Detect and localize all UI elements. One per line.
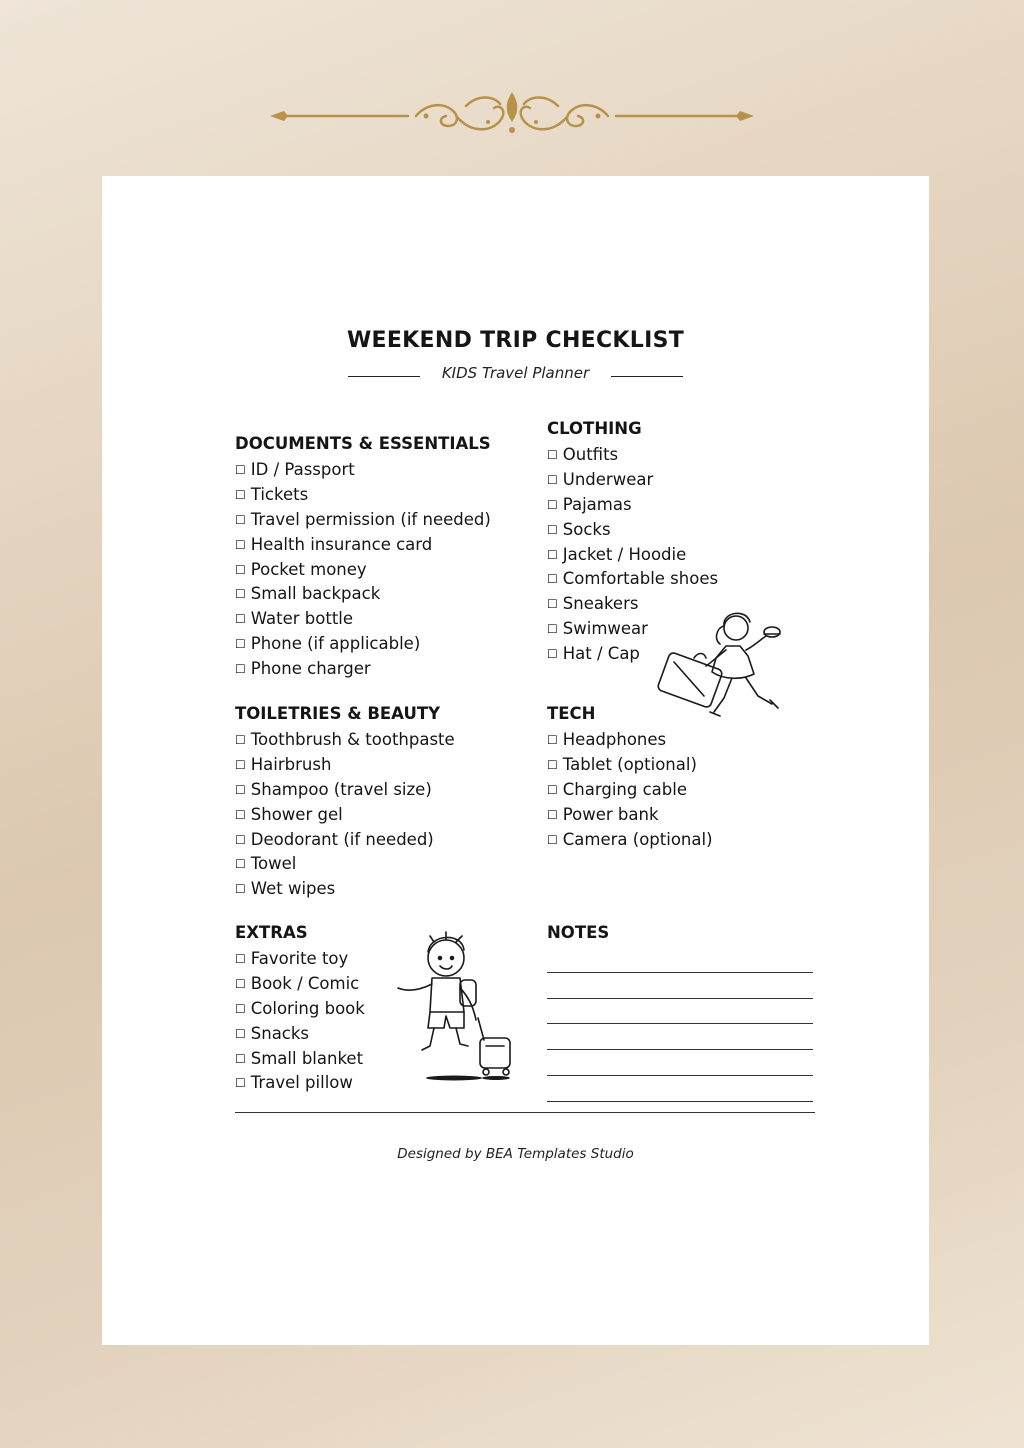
checkbox-icon[interactable]: ☐ <box>547 597 558 612</box>
checklist-item-label: Wet wipes <box>250 879 336 899</box>
checklist-item[interactable] <box>235 582 491 607</box>
checkbox-icon[interactable]: ☐ <box>235 562 246 577</box>
checkbox-icon[interactable]: ☐ <box>547 647 558 662</box>
checklist-item-label: ID / Passport <box>250 460 355 479</box>
section-documents <box>235 431 491 682</box>
checklist-item-label: Hairbrush <box>250 754 332 774</box>
checklist-item-label: Socks <box>562 519 611 539</box>
checkbox-icon[interactable]: ☐ <box>235 832 246 847</box>
checklist-item[interactable] <box>235 483 491 508</box>
section-heading: TECH <box>547 704 596 723</box>
checkbox-icon[interactable]: ☐ <box>547 733 558 747</box>
checklist-item-label: Small backpack <box>250 584 381 604</box>
checkbox-icon[interactable]: ☐ <box>547 448 558 462</box>
page-subtitle: KIDS Travel Planner <box>441 364 590 382</box>
checklist-item-label: Charging cable <box>562 779 687 799</box>
checkbox-icon[interactable]: ☐ <box>235 1001 246 1016</box>
section-heading: EXTRAS <box>235 923 308 942</box>
checkbox-icon[interactable]: ☐ <box>235 807 246 822</box>
checklist-sheet <box>102 176 929 1345</box>
checkbox-icon[interactable]: ☐ <box>235 976 246 991</box>
checklist-item-label: Coloring book <box>250 998 365 1018</box>
checkbox-icon[interactable]: ☐ <box>547 497 558 512</box>
checklist-item-label: Sneakers <box>562 594 639 614</box>
checkbox-icon[interactable]: ☐ <box>547 622 558 637</box>
page-title: WEEKEND TRIP CHECKLIST <box>346 328 685 353</box>
checkbox-icon[interactable]: ☐ <box>235 733 246 747</box>
checklist-item[interactable] <box>235 1022 365 1047</box>
checklist-item-label: Outfits <box>562 445 619 464</box>
checklist-item[interactable] <box>235 753 455 778</box>
section-extras <box>235 920 365 1096</box>
notes-line[interactable] <box>547 973 813 999</box>
section-heading: NOTES <box>547 923 610 942</box>
checkbox-icon[interactable]: ☐ <box>235 463 246 477</box>
checkbox-icon[interactable]: ☐ <box>547 782 558 797</box>
checklist-item[interactable] <box>235 508 491 533</box>
checklist-item-label: Phone charger <box>250 659 371 679</box>
checklist-item-label: Toothbrush & toothpaste <box>250 730 455 749</box>
notes-line[interactable] <box>547 1050 813 1076</box>
checklist-item-label: Deodorant (if needed) <box>250 829 434 849</box>
checklist-item-label: Favorite toy <box>250 949 349 968</box>
boy-with-luggage-illustration <box>394 928 534 1086</box>
notes-line[interactable] <box>547 999 813 1025</box>
checklist-item[interactable] <box>547 753 713 778</box>
checkbox-icon[interactable]: ☐ <box>235 757 246 772</box>
checkbox-icon[interactable]: ☐ <box>547 757 558 772</box>
checklist-item-label: Small blanket <box>250 1048 364 1068</box>
checklist-item-label: Travel pillow <box>250 1073 353 1093</box>
checklist-item-label: Power bank <box>562 804 659 824</box>
checklist-item[interactable] <box>547 518 718 543</box>
checklist-item-label: Pajamas <box>562 494 632 514</box>
checklist-item-label: Hat / Cap <box>562 644 640 664</box>
checklist-item-label: Towel <box>250 854 297 874</box>
checklist-item-label: Health insurance card <box>250 534 433 554</box>
checklist-item[interactable] <box>235 533 491 558</box>
checklist-item[interactable] <box>235 1047 365 1072</box>
subtitle-row <box>102 362 929 384</box>
checkbox-icon[interactable]: ☐ <box>235 857 246 872</box>
checklist-item-label: Shower gel <box>250 804 343 824</box>
checklist <box>235 947 365 1096</box>
checklist-item-label: Jacket / Hoodie <box>562 544 687 564</box>
checkbox-icon[interactable]: ☐ <box>235 662 246 677</box>
checkbox-icon[interactable]: ☐ <box>547 807 558 822</box>
checklist-item[interactable] <box>235 828 455 853</box>
checklist-item[interactable] <box>235 852 455 877</box>
checklist-item-label: Swimwear <box>562 619 648 639</box>
checklist-item[interactable] <box>235 728 455 753</box>
notes-line[interactable] <box>547 1076 813 1102</box>
checklist-item[interactable] <box>547 493 718 518</box>
checkbox-icon[interactable]: ☐ <box>235 612 246 627</box>
gold-ornament-divider <box>266 88 758 144</box>
checkbox-icon[interactable]: ☐ <box>547 472 558 487</box>
checklist-item[interactable] <box>547 443 718 468</box>
checklist-item-label: Camera (optional) <box>562 829 713 849</box>
checklist-item[interactable] <box>235 877 455 902</box>
checkbox-icon[interactable]: ☐ <box>547 572 558 587</box>
checkbox-icon[interactable]: ☐ <box>235 587 246 602</box>
designer-credit: Designed by BEA Templates Studio <box>397 1146 634 1162</box>
section-heading: TOILETRIES & BEAUTY <box>235 704 441 723</box>
checkbox-icon[interactable]: ☐ <box>235 1076 246 1091</box>
checklist-item[interactable] <box>547 543 718 568</box>
checklist-item-label: Tablet (optional) <box>562 754 697 774</box>
checklist-item[interactable] <box>235 997 365 1022</box>
checklist-item-label: Water bottle <box>250 609 354 629</box>
checklist <box>547 728 713 852</box>
checkbox-icon[interactable]: ☐ <box>547 832 558 847</box>
checklist-item-label: Tickets <box>250 484 309 504</box>
checklist-item-label: Shampoo (travel size) <box>250 779 432 799</box>
checkbox-icon[interactable]: ☐ <box>547 547 558 562</box>
section-heading: CLOTHING <box>547 419 642 438</box>
checklist-item[interactable] <box>235 558 491 583</box>
section-heading: DOCUMENTS & ESSENTIALS <box>235 434 491 453</box>
checkbox-icon[interactable]: ☐ <box>235 882 246 897</box>
checkbox-icon[interactable]: ☐ <box>235 782 246 797</box>
checklist-item-label: Comfortable shoes <box>562 569 719 589</box>
checklist-item[interactable] <box>235 657 491 682</box>
checklist-item[interactable] <box>235 607 491 632</box>
checklist-item[interactable] <box>547 803 713 828</box>
checklist-item[interactable] <box>235 803 455 828</box>
footer-divider <box>235 1112 815 1113</box>
checklist <box>235 458 491 682</box>
checkbox-icon[interactable]: ☐ <box>235 952 246 966</box>
checklist-item[interactable] <box>547 778 713 803</box>
checkbox-icon[interactable]: ☐ <box>235 1026 246 1041</box>
checkbox-icon[interactable]: ☐ <box>235 537 246 552</box>
section-notes <box>547 920 813 1102</box>
checkbox-icon[interactable]: ☐ <box>235 637 246 652</box>
notes-line[interactable] <box>547 1024 813 1050</box>
checklist-item-label: Phone (if applicable) <box>250 634 421 654</box>
checklist-item[interactable] <box>235 458 491 483</box>
girl-running-illustration <box>654 600 794 730</box>
checklist-item-label: Underwear <box>562 469 654 489</box>
checkbox-icon[interactable]: ☐ <box>235 1051 246 1066</box>
subtitle-rule-right <box>611 376 683 377</box>
checkbox-icon[interactable]: ☐ <box>547 522 558 537</box>
checklist-item[interactable] <box>235 1071 365 1096</box>
checklist-item-label: Snacks <box>250 1023 310 1043</box>
checklist-item[interactable] <box>547 468 718 493</box>
checklist-item[interactable] <box>547 828 713 853</box>
checklist-item-label: Pocket money <box>250 559 367 579</box>
checklist-item[interactable] <box>547 567 718 592</box>
checklist-item-label: Book / Comic <box>250 973 360 993</box>
checkbox-icon[interactable]: ☐ <box>235 487 246 502</box>
notes-line[interactable] <box>547 947 813 973</box>
subtitle-rule-left <box>348 376 420 377</box>
checklist-item[interactable] <box>235 972 365 997</box>
checklist-item[interactable] <box>547 728 713 753</box>
checklist <box>235 728 455 902</box>
checklist-item-label: Travel permission (if needed) <box>250 509 491 529</box>
checklist-item[interactable] <box>235 632 491 657</box>
checklist-item[interactable] <box>235 778 455 803</box>
checklist-item[interactable] <box>235 947 365 972</box>
section-toiletries <box>235 701 455 902</box>
checkbox-icon[interactable]: ☐ <box>235 512 246 527</box>
checklist-item-label: Headphones <box>562 730 667 749</box>
